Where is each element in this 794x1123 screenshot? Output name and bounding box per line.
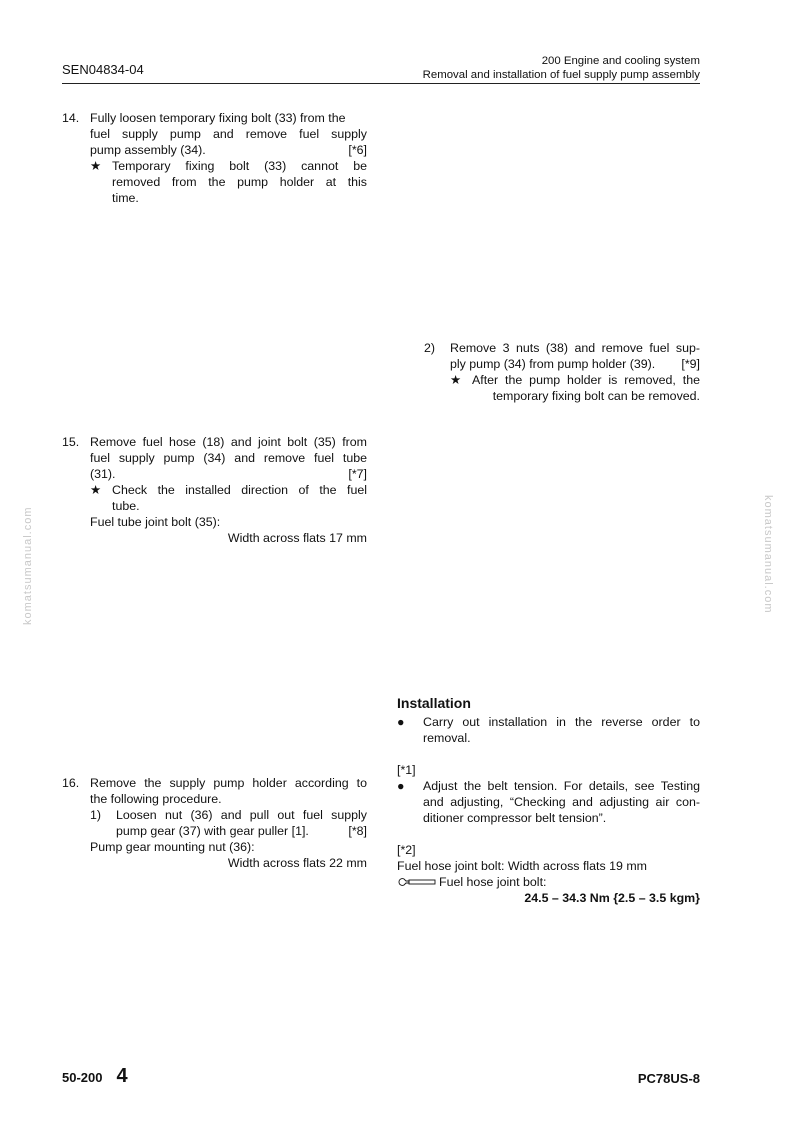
step-15 <box>62 434 367 546</box>
installation-line2: removal. <box>423 731 471 745</box>
footer-revision: 4 <box>116 1065 128 1087</box>
step-16-spec-value: Width across flats 22 mm <box>227 856 367 870</box>
step-14-note3: time. <box>112 191 139 205</box>
installation-torque-value: 24.5 – 34.3 Nm {2.5 – 3.5 kgm} <box>524 891 700 905</box>
step-14-num: 14. <box>62 111 80 125</box>
step-15-line1: Remove fuel hose (18) and joint bolt (35) from <box>90 435 367 449</box>
step-16-line1: Remove the supply pump holder according to <box>90 776 367 790</box>
installation-section <box>397 695 700 906</box>
step-15-spec-label: Fuel tube joint bolt (35): <box>90 515 221 529</box>
header-subtitle: Removal and installation of fuel supply pump assembly <box>422 69 700 81</box>
star-icon: ★ <box>90 159 102 173</box>
footer-page <box>62 1065 128 1087</box>
step-15-num: 15. <box>62 435 80 449</box>
installation-adj2: and adjusting, “Checking and adjusting air con- <box>423 795 700 809</box>
header-section: 200 Engine and cooling system <box>541 55 700 67</box>
step-16-sub-num: 1) <box>90 808 102 822</box>
step-14-line1: Fully loosen temporary fixing bolt (33) from the <box>90 111 346 125</box>
step-14-line2: fuel supply pump and remove fuel supply <box>90 127 367 141</box>
doc-code: SEN04834-04 <box>62 62 144 77</box>
step-16-sub1: Loosen nut (36) and pull out fuel supply <box>116 808 367 822</box>
installation-heading: Installation <box>397 695 471 711</box>
footer-model: PC78US-8 <box>637 1071 700 1086</box>
watermark-left: komatsumanual.com <box>22 506 34 625</box>
step-14 <box>62 110 367 206</box>
step-16-spec-label: Pump gear mounting nut (36): <box>90 840 255 854</box>
step-14-note2: removed from the pump holder at this <box>112 175 367 189</box>
step-16-line2: the following procedure. <box>90 792 222 806</box>
footer-page-number: 50-200 <box>62 1070 103 1085</box>
step-14-line3: pump assembly (34). <box>90 143 206 157</box>
step-16 <box>62 775 367 871</box>
step-14-note1: Temporary fixing bolt (33) cannot be <box>112 159 367 173</box>
installation-hose-line: Fuel hose joint bolt: Width across flats 19 mm <box>397 859 647 873</box>
substep-2-ref: [*9] <box>681 357 700 371</box>
bullet-icon: ● <box>397 779 405 793</box>
substep-2-note1: After the pump holder is removed, the <box>472 373 700 387</box>
step-16-ref: [*8] <box>348 824 367 838</box>
header-titles <box>423 54 700 82</box>
step-15-ref: [*7] <box>348 467 367 481</box>
step-15-note2: tube. <box>112 499 140 513</box>
installation-adj3: ditioner compressor belt tension”. <box>423 811 607 825</box>
substep-2-note2: temporary fixing bolt can be removed. <box>492 389 700 403</box>
installation-adj1: Adjust the belt tension. For details, see Testing <box>423 779 700 793</box>
star-icon: ★ <box>90 483 102 497</box>
installation-ref2: [*2] <box>397 843 416 857</box>
header-rule <box>62 83 700 84</box>
installation-torque-label: Fuel hose joint bolt: <box>439 875 547 889</box>
wrench-icon <box>397 876 437 888</box>
step-14-ref: [*6] <box>348 143 367 157</box>
substep-2-line2: ply pump (34) from pump holder (39). <box>450 357 656 371</box>
step-15-note1: Check the installed direction of the fuel <box>112 483 367 497</box>
step-15-spec-value: Width across flats 17 mm <box>227 531 367 545</box>
step-16-num: 16. <box>62 776 80 790</box>
substep-2-num: 2) <box>424 341 436 355</box>
installation-ref1: [*1] <box>397 763 416 777</box>
installation-line1: Carry out installation in the reverse order to <box>423 715 700 729</box>
watermark-right: komatsumanual.com <box>762 495 774 614</box>
substep-2-line1: Remove 3 nuts (38) and remove fuel sup- <box>450 341 700 355</box>
step-16-sub2: pump gear (37) with gear puller [1]. <box>116 824 309 838</box>
substep-2 <box>424 340 700 404</box>
step-15-line2: fuel supply pump (34) and remove fuel tube <box>90 451 367 465</box>
star-icon: ★ <box>450 373 462 387</box>
bullet-icon: ● <box>397 715 405 729</box>
step-15-line3: (31). <box>90 467 116 481</box>
